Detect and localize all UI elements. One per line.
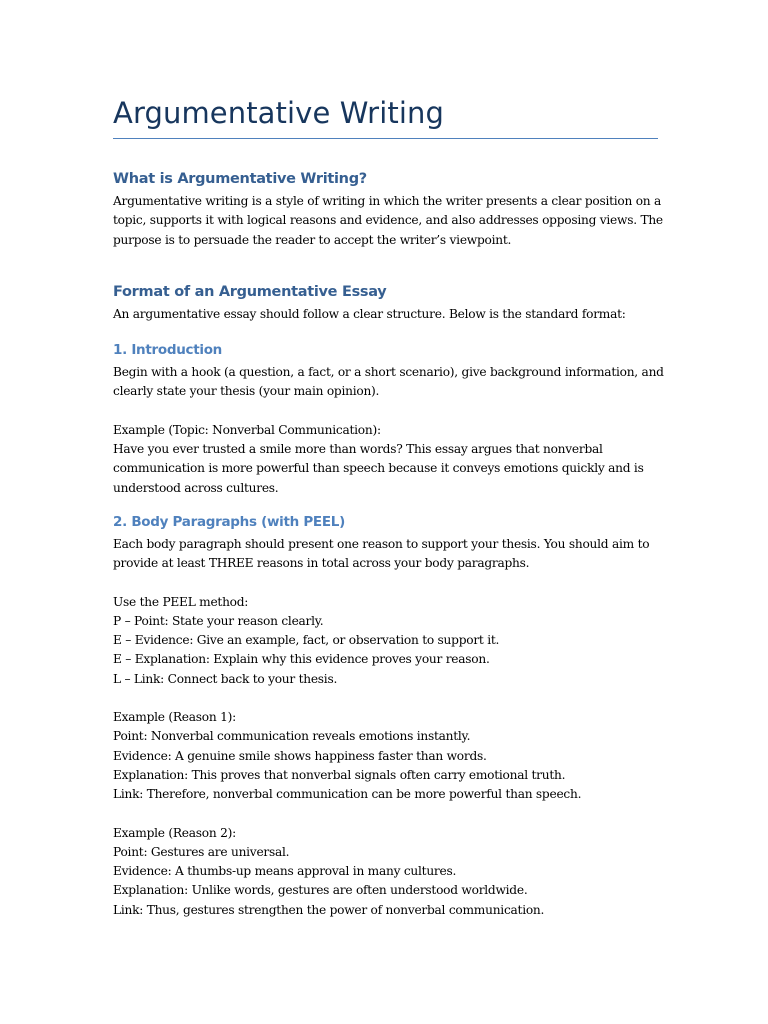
text-line: understood across cultures. [113,480,279,495]
paragraph-body-intro [113,535,658,574]
text-line: E – Explanation: Explain why this evidence proves your reason. [113,652,490,667]
text-line: Explanation: Unlike words, gestures are often understood worldwide. [113,883,528,898]
text-line: clearly state your thesis (your main opinion). [113,384,380,399]
text-line: communication is more powerful than speech because it conveys emotions quickly and is [113,461,644,476]
paragraph-example-reason-1 [113,708,658,804]
text-line: purpose is to persuade the reader to accept the writer’s viewpoint. [113,232,512,247]
text-line: Link: Thus, gestures strengthen the power of nonverbal communication. [113,902,545,917]
text-line: Explanation: This proves that nonverbal signals often carry emotional truth. [113,767,566,782]
text-line: Example (Reason 1): [113,710,236,725]
paragraph-peel-method [113,593,658,689]
text-line: Begin with a hook (a question, a fact, or a short scenario), give background information, and [113,365,664,380]
text-line: Example (Topic: Nonverbal Communication): [113,422,381,437]
text-line: Evidence: A thumbs-up means approval in many cultures. [113,864,457,879]
text-line: Point: Nonverbal communication reveals emotions instantly. [113,729,471,744]
heading-what-is: What is Argumentative Writing? [113,171,367,187]
paragraph-introduction [113,363,664,402]
text-line: P – Point: State your reason clearly. [113,613,324,628]
text-line: topic, supports it with logical reasons and evidence, and also addresses opposing views. The [113,213,663,228]
paragraph-format-intro [113,305,658,324]
paragraph-definition [113,192,663,250]
text-line: Example (Reason 2): [113,825,236,840]
text-line: Use the PEEL method: [113,594,249,609]
paragraph-introduction-example [113,421,658,498]
paragraph-example-reason-2 [113,824,658,920]
text-line: Each body paragraph should present one reason to support your thesis. You should aim to [113,536,650,551]
heading-format: Format of an Argumentative Essay [113,283,387,300]
text-line: Argumentative writing is a style of writing in which the writer presents a clear position on a [113,194,662,208]
document-content [113,94,664,920]
document-title: Argumentative Writing [113,94,658,139]
text-line: Point: Gestures are universal. [113,844,290,859]
text-line: provide at least THREE reasons in total across your body paragraphs. [113,556,530,571]
text-line: Evidence: A genuine smile shows happiness faster than words. [113,748,487,763]
heading-body-paragraphs: 2. Body Paragraphs (with PEEL) [113,513,345,530]
text-line: L – Link: Connect back to your thesis. [113,671,338,686]
text-line: Have you ever trusted a smile more than words? This essay argues that nonverbal [113,442,603,457]
heading-introduction: 1. Introduction [113,342,222,359]
text-line: An argumentative essay should follow a clear structure. Below is the standard format: [113,306,626,321]
text-line: E – Evidence: Give an example, fact, or observation to support it. [113,633,500,648]
text-line: Link: Therefore, nonverbal communication can be more powerful than speech. [113,787,582,802]
